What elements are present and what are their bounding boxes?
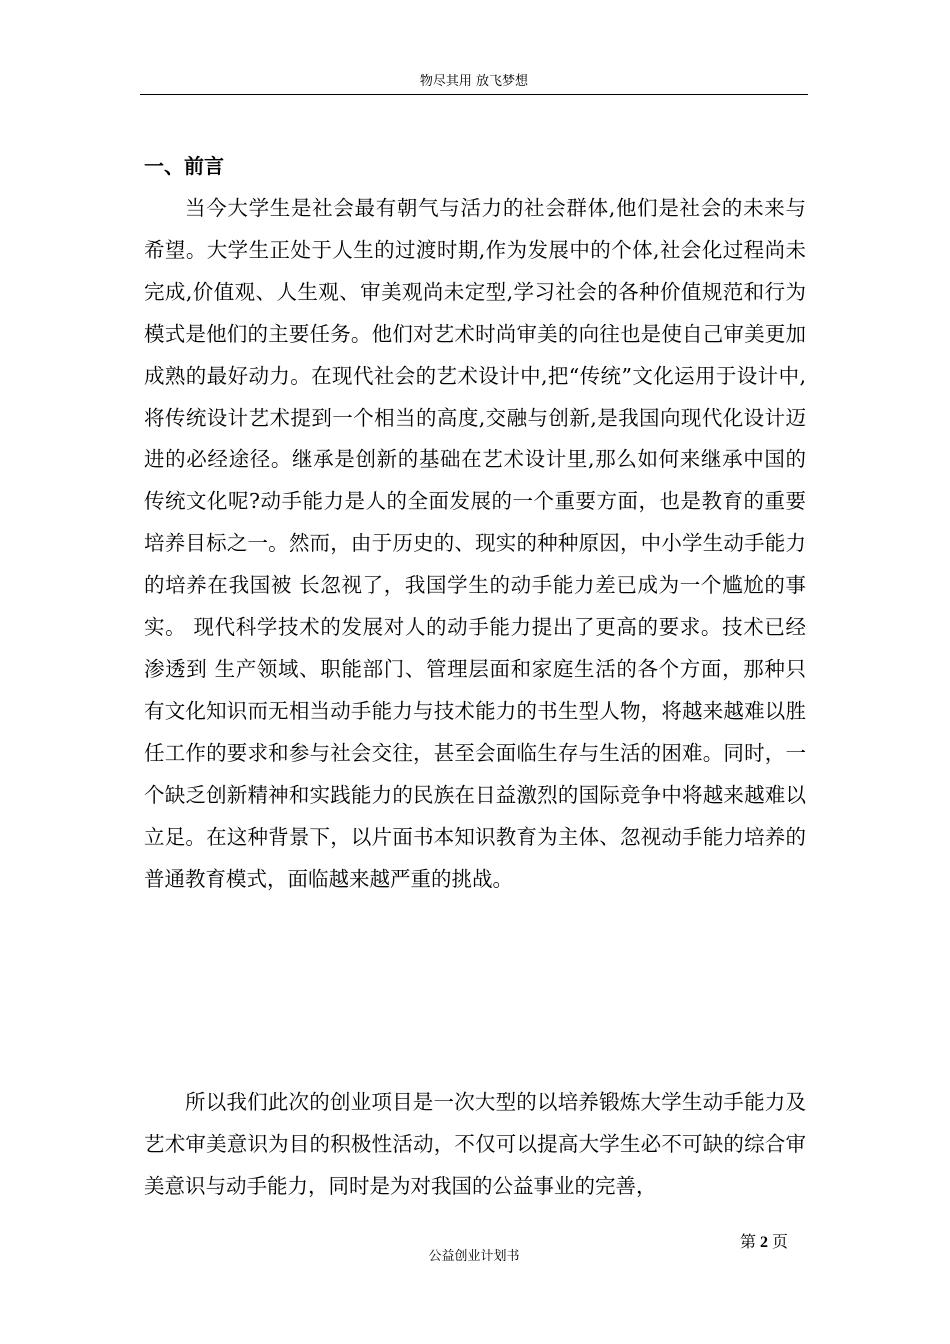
page-header-title: 物尽其用 放飞梦想 xyxy=(419,74,529,89)
page-number-value: 2 xyxy=(760,1234,769,1251)
body-paragraph-1: 当今大学生是社会最有朝气与活力的社会群体,他们是社会的未来与希望。大学生正处于人生的过渡时期,作为发展中的个体,社会化过程尚未完成,价值观、人生观、审美观尚未定型,学习社会的各种价值规范和行为模式是他们的主要任务。他们对艺术时尚审美的向往也是使自己审美更加成熟的最好动力。在现代社会的艺术设计中,把“传统”文化运用于设计中,将传统设计艺术提到一个相当的高度,交融与创新,是我国向现代化设计迈进的必经途径。继承是创新的基础在艺术设计里,那么如何来继承中国的传统文化呢?动手能力是人的全面发展的一个重要方面，也是教育的重要培养目标之一。然而，由于历史的、现实的种种原因，中小学生动手能力的培养在我国被 长忽视了，我国学生的动手能力差已成为一个尴尬的事实。 现代科学技术的发展对人的动手能力提出了更高的要求。技术已经渗透到 生产领域、职能部门、管理层面和家庭生活的各个方面，那种只有文化知识而无相当动手能力与技术能力的书生型人物，将越来越难以胜任工作的要求和参与社会交往，甚至会面临生存与生活的困难。同时，一个缺乏创新精神和实践能力的民族在日益激烈的国际竞争中将越来越难以立足。在这种背景下，以片面书本知识教育为主体、忽视动手能力培养的普通教育模式，面临越来越严重的挑战。 xyxy=(144,196,806,891)
page-number-suffix: 页 xyxy=(772,1232,789,1251)
page-footer-title: 公益创业计划书 xyxy=(428,1249,520,1264)
section-heading: 一、前言 xyxy=(144,154,224,178)
page-number-prefix: 第 xyxy=(740,1232,757,1251)
header-divider xyxy=(140,94,808,95)
body-paragraph-2: 所以我们此次的创业项目是一次大型的以培养锻炼大学生动手能力及艺术审美意识为目的积极性活动，不仅可以提高大学生必不可缺的综合审美意识与动手能力，同时是为对我国的公益事业的完善， xyxy=(144,1090,806,1198)
